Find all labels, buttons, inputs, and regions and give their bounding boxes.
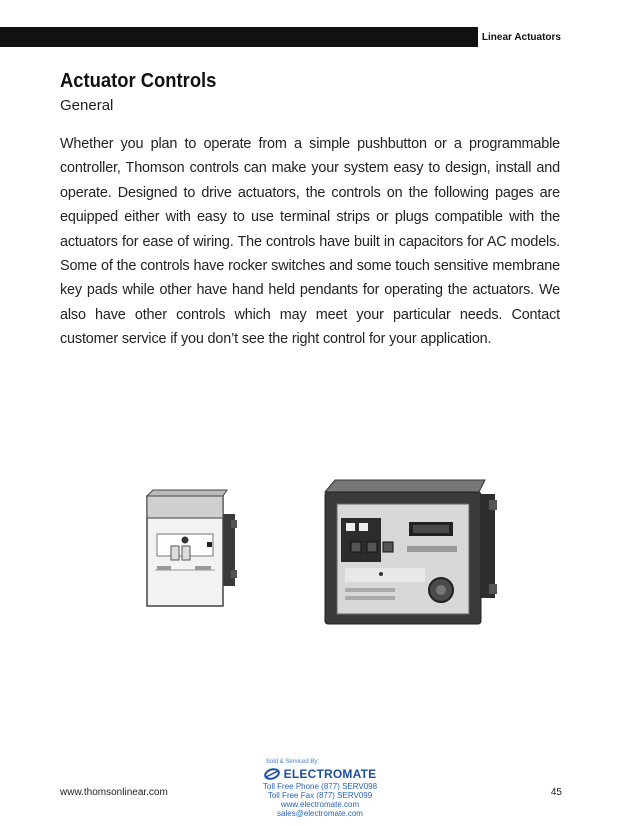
body-paragraph: Whether you plan to operate from a simple pushbutton or a programmable controller, Thomson controls can make your system easy to design, install and operate. Designed to drive actuators, the controls on the following pages are equipped either with easy to use terminal strips or plugs compatible with the actuators for ease of wiring. The controls have built in capacitors for AC models. Some of the controls have rocker switches and some touch sensitive membrane key pads while other have hand held pendants for operating the actuators. We also have other controls which may meet your particular needs. Contact customer service if you don’t see the right control for your application. [60,136,560,348]
distributor-web-link[interactable]: www.electromate.com [280,800,360,809]
distributor-name: ELECTROMATE [283,766,377,781]
small-control-photo [147,490,237,606]
header-bar [0,27,478,47]
page-number: 45 [550,787,562,798]
page-title: Actuator Controls [60,70,217,92]
electromate-logo-icon [264,768,280,780]
large-control-photo [325,480,497,624]
controls-photo [145,476,530,626]
sold-by-label: Sold & Serviced By: [266,759,320,765]
page-subtitle: General [60,97,114,114]
section-label: Linear Actuators [481,32,561,43]
distributor-fax: Toll Free Fax (877) SERV099 [267,791,373,800]
distributor-phone: Toll Free Phone (877) SERV098 [262,782,378,791]
distributor-email-link[interactable]: sales@electromate.com [277,809,363,818]
distributor-block [250,758,390,818]
footer-url-link[interactable]: www.thomsonlinear.com [60,787,168,798]
